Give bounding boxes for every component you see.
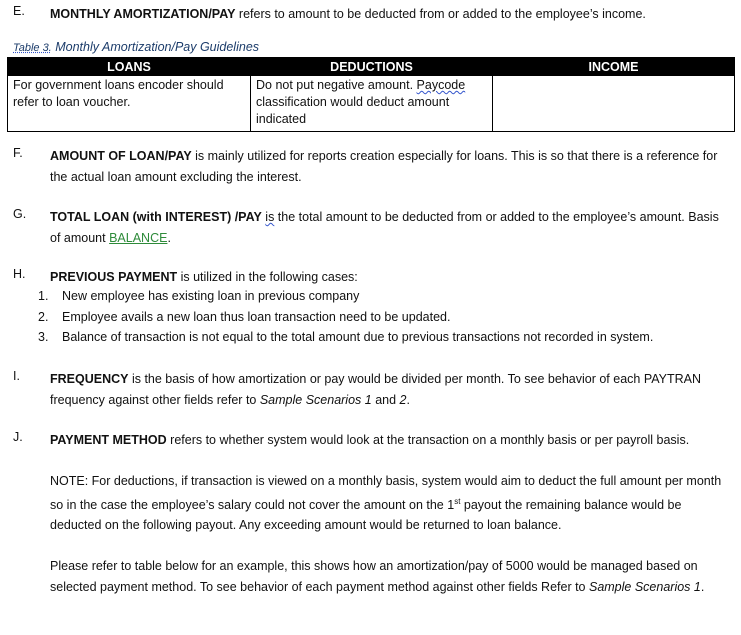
section-letter: J. [13,430,23,444]
table-caption [13,40,259,54]
cell-income [493,76,735,132]
header-income: INCOME [493,58,735,76]
balance-link[interactable]: BALANCE [109,230,168,245]
section-letter: E. [13,4,25,18]
section-term: PREVIOUS PAYMENT [50,270,178,284]
note-paragraph: NOTE: For deductions, if transaction is viewed on a monthly basis, system would aim to deduct the full amount per month so in the case the employee’s salary could not cover the amount on the 1st payout the remaining balance would be deducted on the following payout. Any exceeding amount would be returned to loan balance. [50,474,722,533]
section-term: FREQUENCY [50,372,129,386]
list-item: 3. Balance of transaction is not equal to the total amount due to previous transactions not recorded in system. [38,330,654,344]
section-letter: H. [13,267,26,281]
table-number: Table 3. [13,42,52,54]
section-term: MONTHLY AMORTIZATION/PAY [50,7,236,21]
section-term: AMOUNT OF LOAN/PAY [50,149,192,163]
table-row [8,76,735,132]
header-loans: LOANS [8,58,251,76]
header-deductions: DEDUCTIONS [251,58,493,76]
table-header-row [8,58,735,76]
amortization-guidelines-table [7,57,735,132]
section-text [50,430,729,597]
section-term: PAYMENT METHOD [50,433,167,447]
cell-loans: For government loans encoder should refer to loan voucher. [8,76,251,132]
section-text: PREVIOUS PAYMENT is utilized in the following cases: [50,270,358,284]
section-text: MONTHLY AMORTIZATION/PAY refers to amount to be deducted from or added to the employee’s income. [50,7,646,21]
section-letter: F. [13,146,23,160]
section-text: TOTAL LOAN (with INTEREST) /PAY is the total amount to be deducted from or added to the employee’s amount. Basis of amount BALANCE. [50,210,719,245]
list-item: 1. New employee has existing loan in previous company [38,289,360,303]
table-title: Monthly Amortization/Pay Guidelines [51,40,260,54]
section-text: FREQUENCY is the basis of how amortization or pay would be divided per month. To see behavior of each PAYTRAN frequency against other fields refer to Sample Scenarios 1 and 2. [50,372,702,407]
section-text: AMOUNT OF LOAN/PAY is mainly utilized for reports creation especially for loans. This is so that there is a reference for the actual loan amount excluding the interest. [50,149,718,184]
section-term: TOTAL LOAN (with INTEREST) /PAY [50,210,262,224]
list-item: 2. Employee avails a new loan thus loan transaction need to be updated. [38,309,451,324]
payment-method-text: PAYMENT METHOD refers to whether system would look at the transaction on a monthly basis or per payroll basis. [50,433,690,447]
previous-payment-cases [38,286,728,348]
section-letter: I. [13,369,20,383]
section-letter: G. [13,207,27,221]
refer-paragraph: Please refer to table below for an example, this shows how an amortization/pay of 5000 would be managed based on selected payment method. To see behavior of each payment method against other fields Refer to Sample Scenarios 1. [50,559,705,594]
cell-deductions: Do not put negative amount. Paycode classification would deduct amount indicated [251,76,493,132]
